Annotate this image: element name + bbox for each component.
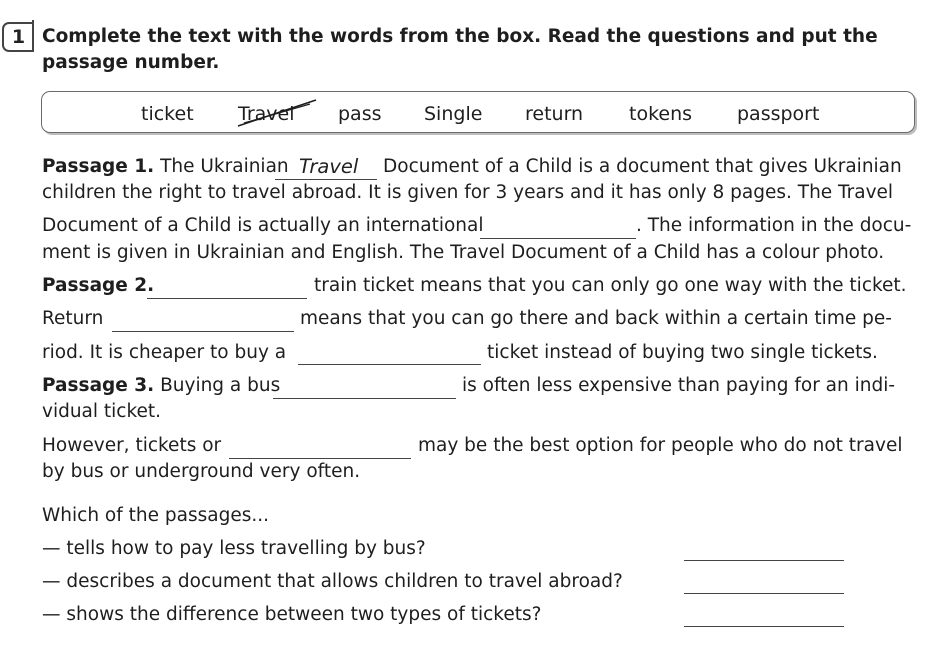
- passage2-line3: riod. It is cheaper to buy a: [42, 342, 287, 363]
- question-item: — shows the difference between two types of tickets?: [42, 604, 542, 625]
- passage2-text: train ticket means that you can only go one way with the ticket.: [314, 275, 907, 296]
- answer-blank[interactable]: [684, 593, 844, 594]
- passage2-text: ticket instead of buying two single tickets.: [487, 342, 878, 363]
- passage1-text: . The information in the docu-: [636, 215, 912, 236]
- passage3-text: may be the best option for people who do not travel: [418, 435, 903, 456]
- questions-intro: Which of the passages...: [42, 505, 269, 526]
- passage1-text: The Ukrainian: [160, 156, 289, 177]
- passage3-text: is often less expensive than paying for an indi-: [462, 375, 896, 396]
- passage1-line3: Document of a Child is actually an international: [42, 215, 484, 236]
- word-box-item: Single: [424, 103, 483, 125]
- passage1-label: Passage 1.: [42, 156, 155, 177]
- passage3-line1: [42, 373, 280, 399]
- passage3-line4: by bus or underground very often.: [42, 461, 361, 482]
- exercise-instruction: Complete the text with the words from the box. Read the questions and put the passage number.: [42, 26, 878, 73]
- answer-blank[interactable]: [112, 331, 294, 332]
- word-box-item: passport: [737, 103, 820, 125]
- passage3-line3: However, tickets or: [42, 435, 222, 456]
- question-item: — tells how to pay less travelling by bus?: [42, 538, 426, 559]
- passage2-label: Passage 2.: [42, 275, 155, 296]
- word-box-item-crossed: Travel: [238, 103, 295, 125]
- answer-blank[interactable]: [684, 560, 844, 561]
- word-box-item: tokens: [629, 103, 693, 125]
- passage2-text: means that you can go there and back within a certain time pe-: [300, 308, 892, 329]
- passage2-line1: [42, 273, 154, 299]
- word-box-item: return: [525, 103, 584, 125]
- strike-through-mark: [236, 96, 318, 130]
- exercise-number: 1: [2, 22, 33, 52]
- exercise-number-divider: [32, 20, 34, 52]
- answer-blank[interactable]: [480, 238, 636, 239]
- answer-blank[interactable]: [684, 626, 844, 627]
- passage1-line2: children the right to travel abroad. It is given for 3 years and it has only 8 pages. The Travel: [42, 182, 894, 203]
- passage1-text: Document of a Child is a document that gives Ukrainian: [383, 156, 902, 177]
- question-item: — describes a document that allows children to travel abroad?: [42, 571, 623, 592]
- passage3-line2: vidual ticket.: [42, 401, 162, 422]
- word-box-item: pass: [338, 103, 382, 125]
- word-box-item: ticket: [141, 103, 194, 125]
- answer-blank[interactable]: [273, 398, 456, 399]
- passage2-line2: Return: [42, 308, 104, 329]
- answer-blank[interactable]: [147, 298, 307, 299]
- handwritten-answer: Travel: [299, 155, 359, 178]
- passage1-line1: [42, 154, 289, 180]
- passage3-text: Buying a bus: [160, 375, 281, 396]
- passage3-label: Passage 3.: [42, 375, 155, 396]
- answer-blank[interactable]: [298, 364, 481, 365]
- passage1-line4: ment is given in Ukrainian and English. The Travel Document of a Child has a colour photo.: [42, 242, 885, 263]
